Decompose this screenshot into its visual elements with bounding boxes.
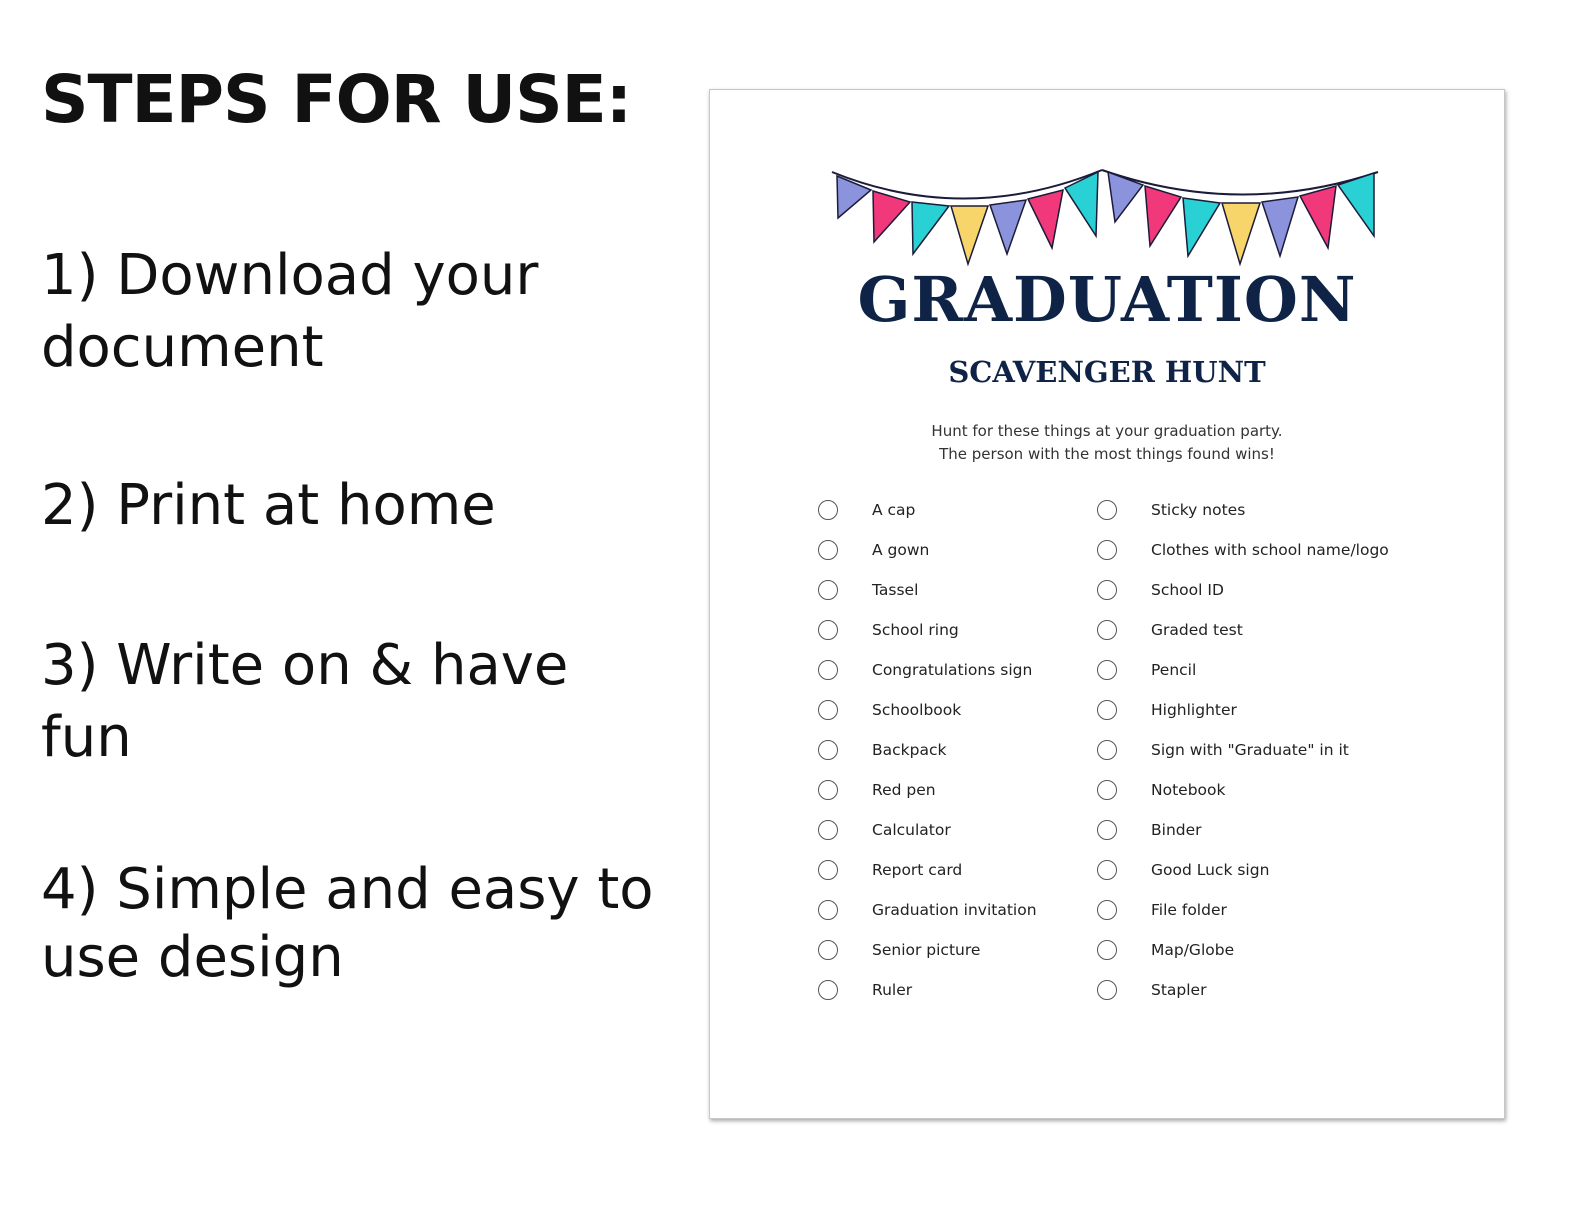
checklist-item[interactable] (1097, 970, 1389, 1010)
checkbox-circle-icon[interactable] (1097, 740, 1117, 760)
sheet-title: GRADUATION (857, 263, 1357, 336)
checkbox-circle-icon[interactable] (818, 700, 838, 720)
checkbox-circle-icon[interactable] (818, 540, 838, 560)
checkbox-circle-icon[interactable] (1097, 820, 1117, 840)
checklist-item[interactable] (818, 890, 1037, 930)
checklist-item-label: Ruler (872, 981, 913, 999)
checkbox-circle-icon[interactable] (818, 820, 838, 840)
checklist-item-label: Backpack (872, 741, 947, 759)
checkbox-circle-icon[interactable] (818, 980, 838, 1000)
checkbox-circle-icon[interactable] (1097, 860, 1117, 880)
checkbox-circle-icon[interactable] (1097, 980, 1117, 1000)
checklist-item-label: Report card (872, 861, 963, 879)
checklist-item-label: Pencil (1151, 661, 1197, 679)
checkbox-circle-icon[interactable] (818, 940, 838, 960)
checkbox-circle-icon[interactable] (818, 500, 838, 520)
checklist-right-column (1097, 490, 1389, 1010)
checkbox-circle-icon[interactable] (1097, 900, 1117, 920)
printable-sheet (709, 89, 1505, 1119)
checklist-item[interactable] (818, 530, 1037, 570)
checklist-item-label: A gown (872, 541, 930, 559)
checklist-item-label: Binder (1151, 821, 1202, 839)
checklist-item[interactable] (1097, 930, 1389, 970)
checkbox-circle-icon[interactable] (818, 740, 838, 760)
intro-line-2: The person with the most things found wins! (939, 445, 1275, 463)
checklist-item-label: Sign with "Graduate" in it (1151, 741, 1349, 759)
checklist-item-label: Calculator (872, 821, 951, 839)
checkbox-circle-icon[interactable] (1097, 580, 1117, 600)
steps-panel (41, 58, 661, 990)
step-4: 4) Simple and easy to use design (41, 857, 654, 990)
checklist-item[interactable] (1097, 770, 1389, 810)
step-2: 2) Print at home (41, 473, 496, 538)
checklist-item[interactable] (818, 850, 1037, 890)
checkbox-circle-icon[interactable] (1097, 940, 1117, 960)
sheet-subtitle: SCAVENGER HUNT (948, 355, 1266, 389)
checklist-item[interactable] (818, 770, 1037, 810)
intro-line-1: Hunt for these things at your graduation party. (931, 422, 1283, 440)
checklist-item[interactable] (818, 730, 1037, 770)
checkbox-circle-icon[interactable] (1097, 500, 1117, 520)
checklist-item[interactable] (1097, 810, 1389, 850)
checklist-item[interactable] (1097, 610, 1389, 650)
checklist-item[interactable] (1097, 730, 1389, 770)
checklist-item[interactable] (1097, 850, 1389, 890)
checklist-item[interactable] (1097, 530, 1389, 570)
checklist-item[interactable] (818, 570, 1037, 610)
sheet-intro (710, 420, 1504, 466)
step-3: 3) Write on & have fun (41, 633, 569, 770)
checklist-item-label: Graduation invitation (872, 901, 1037, 919)
checkbox-circle-icon[interactable] (1097, 700, 1117, 720)
checklist-item-label: A cap (872, 501, 916, 519)
checklist-item-label: Schoolbook (872, 701, 962, 719)
checklist-item-label: School ring (872, 621, 959, 639)
checklist-item[interactable] (818, 610, 1037, 650)
checklist-item-label: File folder (1151, 901, 1227, 919)
checklist-item-label: Tassel (872, 581, 919, 599)
checklist-item-label: Clothes with school name/logo (1151, 541, 1389, 559)
checklist-item-label: Notebook (1151, 781, 1226, 799)
checklist-item[interactable] (1097, 690, 1389, 730)
checklist-item[interactable] (1097, 890, 1389, 930)
checklist-item[interactable] (818, 690, 1037, 730)
checkbox-circle-icon[interactable] (1097, 540, 1117, 560)
checklist-item[interactable] (818, 930, 1037, 970)
checklist-item-label: Red pen (872, 781, 936, 799)
checklist-item[interactable] (818, 650, 1037, 690)
bunting-banner-icon (830, 168, 1380, 268)
checklist-item[interactable] (818, 490, 1037, 530)
checklist-item-label: Map/Globe (1151, 941, 1235, 959)
checkbox-circle-icon[interactable] (818, 860, 838, 880)
checkbox-circle-icon[interactable] (818, 620, 838, 640)
checklist-left-column (818, 490, 1037, 1010)
checklist-item-label: Good Luck sign (1151, 861, 1270, 879)
checkbox-circle-icon[interactable] (818, 580, 838, 600)
checkbox-circle-icon[interactable] (1097, 780, 1117, 800)
checklist-item[interactable] (1097, 570, 1389, 610)
step-1: 1) Download your document (41, 243, 539, 380)
checklist-item-label: Stapler (1151, 981, 1207, 999)
checklist-item-label: School ID (1151, 581, 1224, 599)
checkbox-circle-icon[interactable] (1097, 620, 1117, 640)
steps-title: STEPS FOR USE: (41, 61, 632, 138)
checklist-item-label: Graded test (1151, 621, 1243, 639)
checkbox-circle-icon[interactable] (818, 900, 838, 920)
checkbox-circle-icon[interactable] (818, 660, 838, 680)
checklist-item-label: Highlighter (1151, 701, 1237, 719)
checklist-item[interactable] (818, 970, 1037, 1010)
checkbox-circle-icon[interactable] (1097, 660, 1117, 680)
checkbox-circle-icon[interactable] (818, 780, 838, 800)
checklist-item[interactable] (1097, 490, 1389, 530)
checklist-item-label: Sticky notes (1151, 501, 1246, 519)
checklist-item[interactable] (1097, 650, 1389, 690)
checklist-item[interactable] (818, 810, 1037, 850)
checklist-item-label: Congratulations sign (872, 661, 1033, 679)
checklist-item-label: Senior picture (872, 941, 981, 959)
